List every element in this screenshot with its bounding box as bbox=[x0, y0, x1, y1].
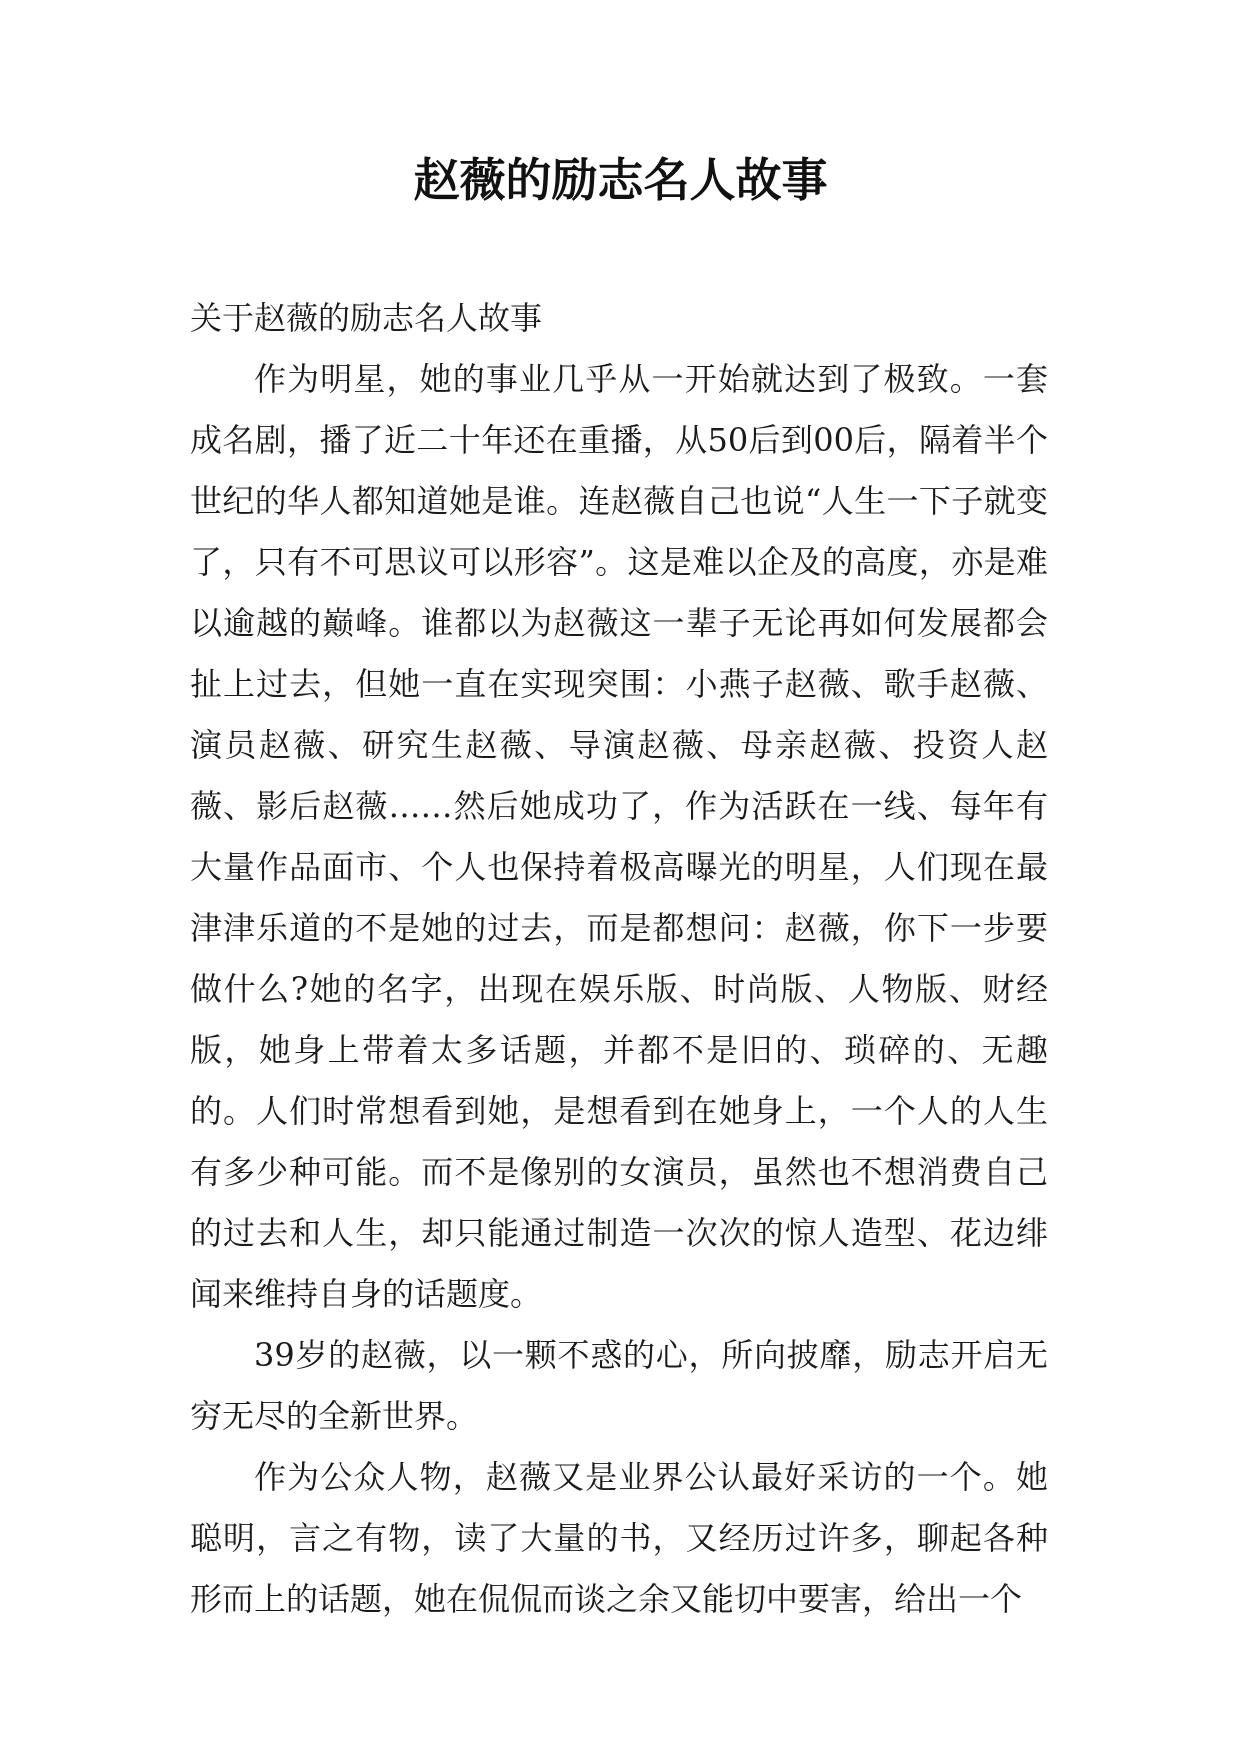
paragraph: 作为明星，她的事业几乎从一开始就达到了极致。一套成名剧，播了近二十年还在重播，从50后到00后，隔着半个世纪的华人都知道她是谁。连赵薇自己也说“人生一下子就变了，只有不可思议可以形容”。这是难以企及的高度，亦是难以逾越的巅峰。谁都以为赵薇这一辈子无论再如何发展都会扯上过去，但她一直在实现突围：小燕子赵薇、歌手赵薇、演员赵薇、研究生赵薇、导演赵薇、母亲赵薇、投资人赵薇、影后赵薇……然后她成功了，作为活跃在一线、每年有大量作品面市、个人也保持着极高曝光的明星，人们现在最津津乐道的不是她的过去，而是都想问：赵薇，你下一步要做什么?她的名字，出现在娱乐版、时尚版、人物版、财经版，她身上带着太多话题，并都不是旧的、琐碎的、无趣的。人们时常想看到她，是想看到在她身上，一个人的人生有多少种可能。而不是像别的女演员，虽然也不想消费自己的过去和人生，却只能通过制造一次次的惊人造型、花边绯闻来维持自身的话题度。 bbox=[190, 360, 1048, 1313]
paragraph: 39岁的赵薇，以一颗不惑的心，所向披靡，励志开启无穷无尽的全新世界。 bbox=[190, 1336, 1048, 1435]
paragraph: 作为公众人物，赵薇又是业界公认最好采访的一个。她聪明，言之有物，读了大量的书，又经历过许多，聊起各种形而上的话题，她在侃侃而谈之余又能切中要害，给出一个 bbox=[190, 1458, 1048, 1618]
document-subtitle: 关于赵薇的励志名人故事 bbox=[190, 299, 543, 337]
document-title: 赵薇的励志名人故事 bbox=[413, 153, 828, 207]
document-body bbox=[190, 288, 1048, 1630]
